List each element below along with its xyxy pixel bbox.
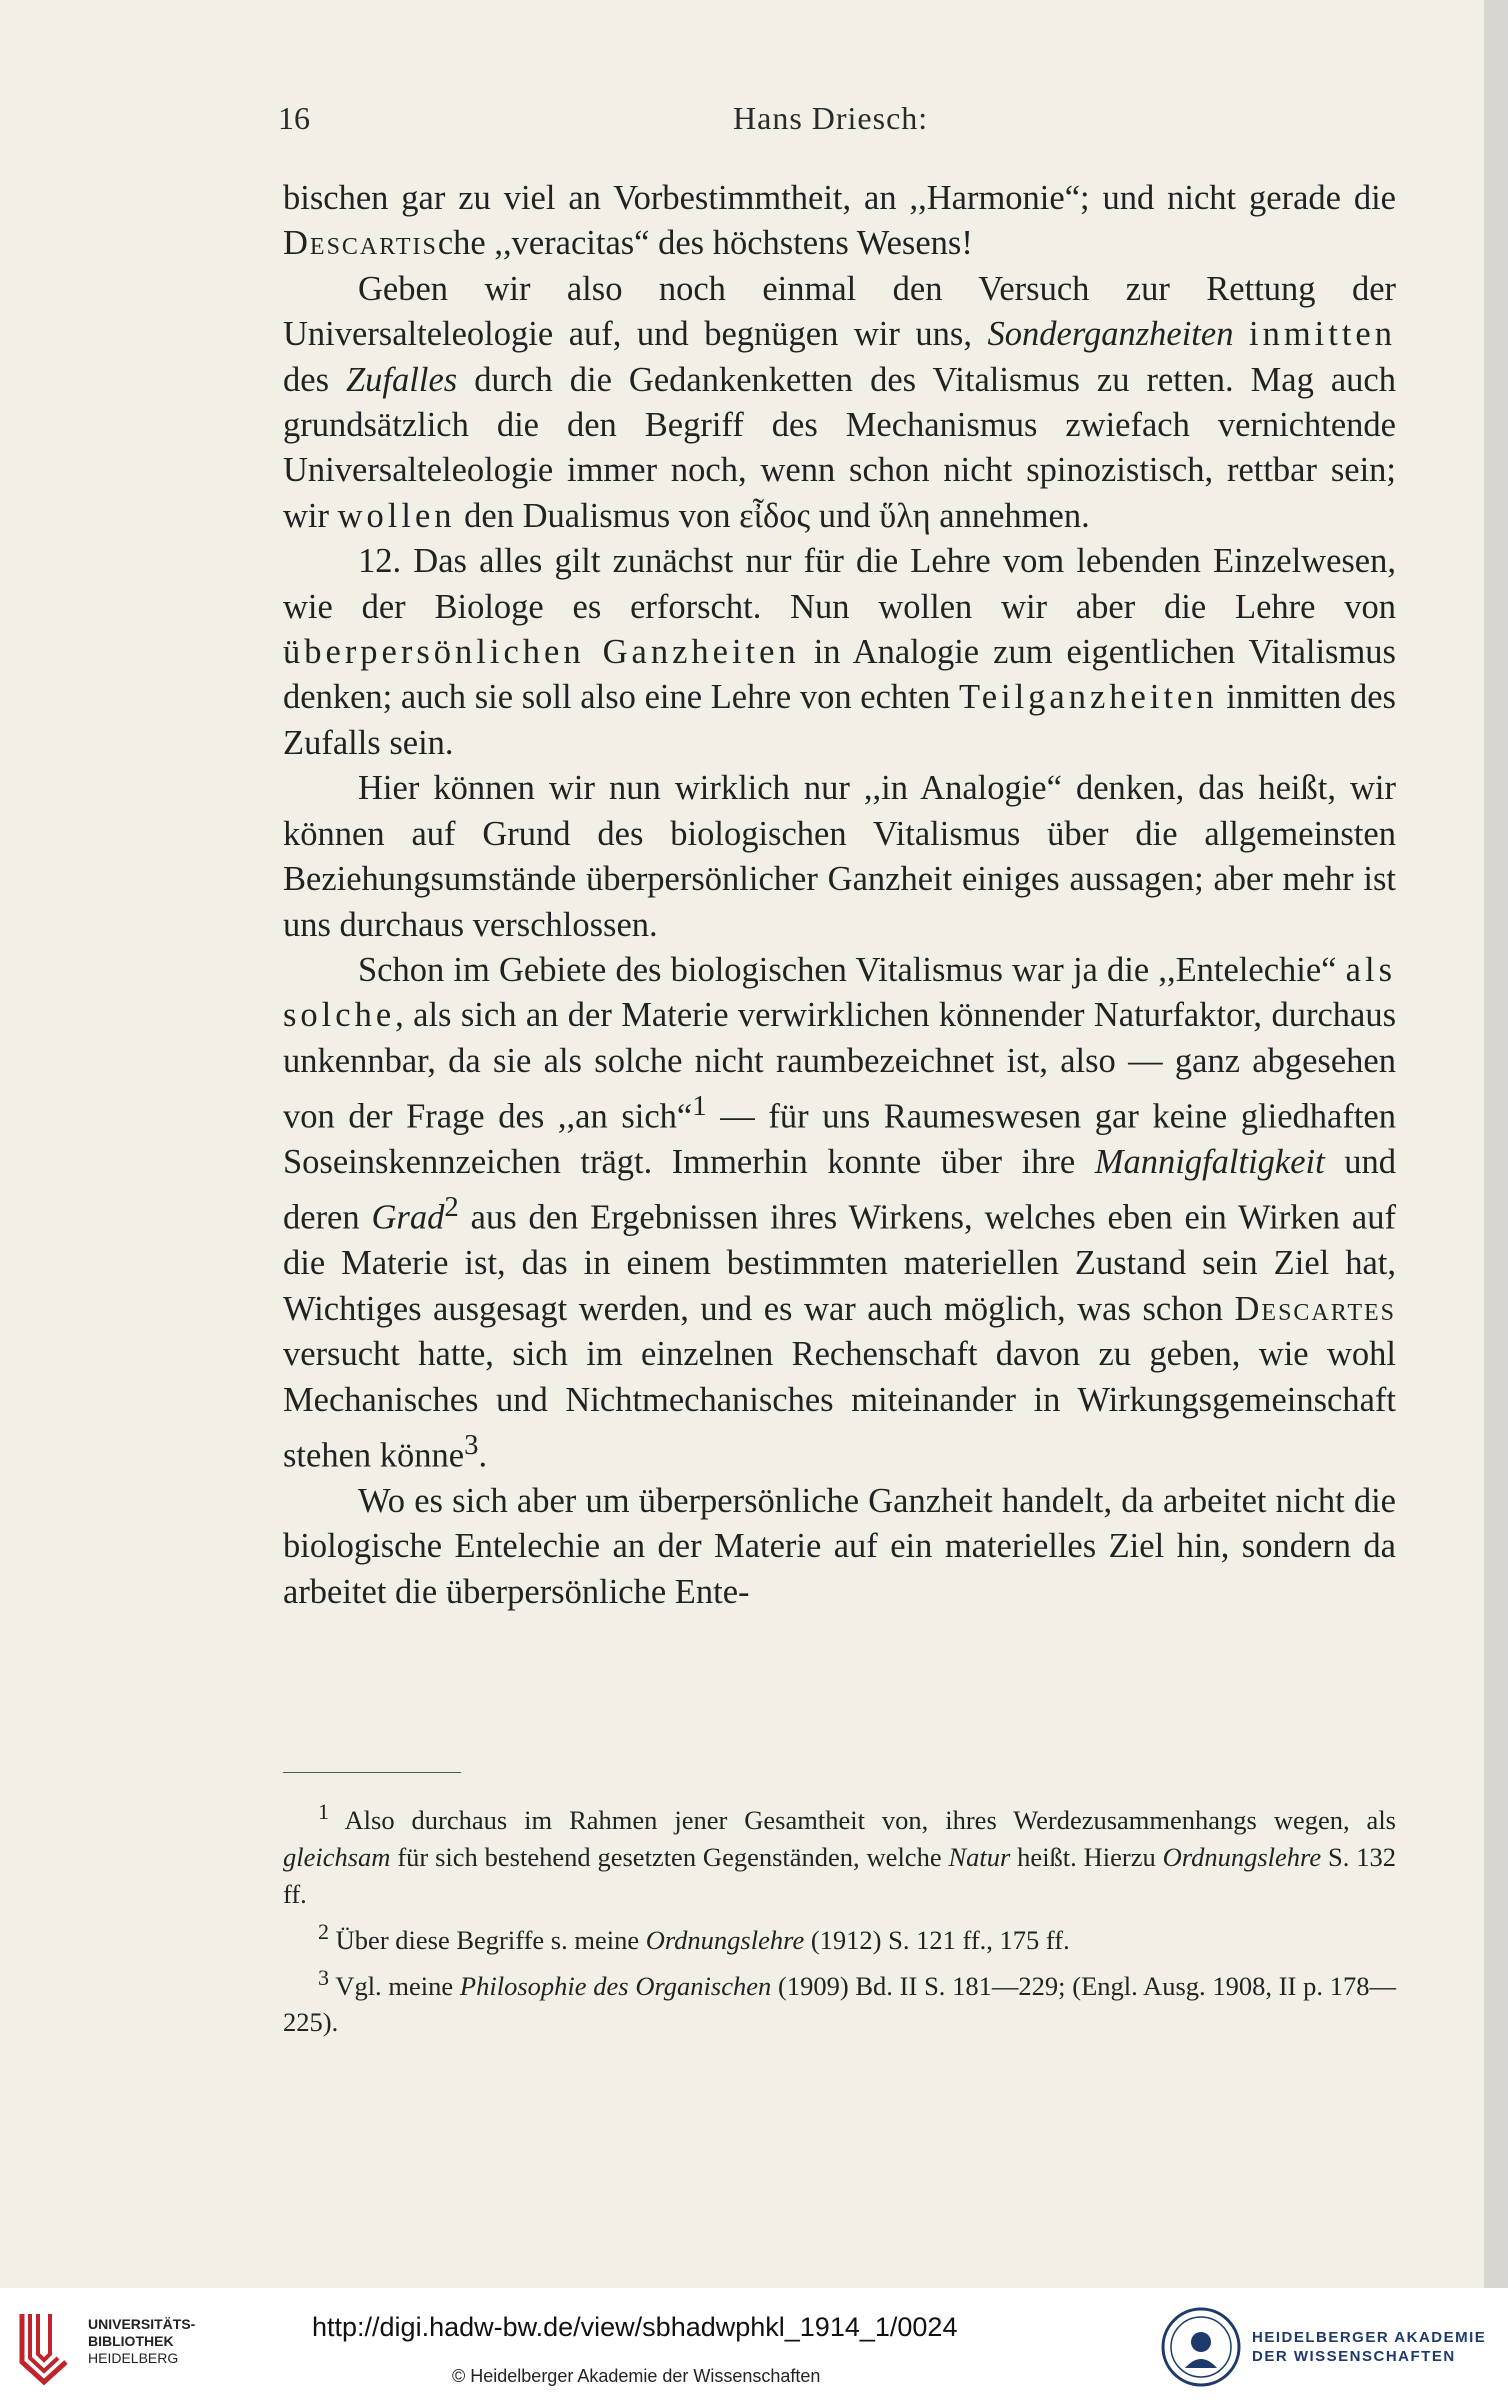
footnote: [283, 1913, 1396, 1959]
text-run: Ordnungslehre: [645, 1924, 805, 1955]
paragraph: [283, 267, 1396, 539]
library-name: [88, 2316, 195, 2367]
text-run: Sonderganzheiten: [987, 315, 1234, 354]
text-run: Ordnungslehre: [1162, 1841, 1322, 1872]
footnote: [283, 1793, 1396, 1913]
text-run: bischen gar zu viel an Vorbestimmtheit, an ,,Harmonie“; und nicht gerade die: [283, 179, 1396, 217]
footnote-marker: 1: [318, 1799, 330, 1824]
text-run: heißt. Hierzu: [1010, 1841, 1163, 1872]
running-header: [278, 100, 1391, 150]
text-run: Mannigfaltigkeit: [1094, 1143, 1325, 1182]
footnote-marker: 3: [464, 1428, 479, 1461]
text-run: und deren: [283, 1143, 1396, 1237]
text-run: — für uns Raumeswesen gar keine gliedhaften Soseinskennzeichen trägt. Immerhin konnte über ihre: [283, 1097, 1396, 1182]
text-run: (1909) Bd. II S. 181—229; (Engl. Ausg. 1908, II p. 178—225).: [283, 1970, 1396, 2038]
text-run: Descartis: [283, 224, 438, 263]
footnote-marker: 3: [318, 1964, 330, 1990]
text-run: Grad: [371, 1198, 445, 1237]
text-run: Über diese Begriffe s. meine: [329, 1924, 646, 1955]
paragraph: [283, 1479, 1396, 1615]
running-head-author: Hans Driesch:: [733, 100, 929, 136]
footnote-marker: 2: [444, 1191, 459, 1224]
text-run: Schon im Gebiete des biologischen Vitalismus war ja die ,,Entelechie“: [358, 950, 1346, 989]
footnote-marker: 1: [692, 1090, 707, 1123]
text-run: inmitten des Zufalls sein.: [283, 678, 1396, 762]
text-run: inmitten: [1249, 315, 1396, 354]
text-run: Natur: [948, 1841, 1011, 1872]
footnote-marker: 2: [318, 1918, 330, 1944]
academy-name: [1252, 2328, 1486, 2366]
text-run: durch die Gedankenketten des Vitalismus zu retten. Mag auch grundsätzlich die den Begriff des Mechanismus zwiefach vernichtende Universalteleologie immer noch, wenn schon nicht spinozistisch, rettbar sein; wir: [283, 360, 1396, 535]
paragraph: [283, 176, 1396, 267]
footnotes: [283, 1793, 1396, 2041]
footnote-separator: [283, 1772, 461, 1773]
text-run: Vgl. meine: [329, 1970, 460, 2001]
library-logo-icon: [14, 2310, 76, 2386]
text-run: , als sich an der Materie verwirklichen könnender Naturfaktor, durchaus unkennbar, da sie als solche nicht raumbezeichnet ist, also — ganz abgesehen von der Frage des ,,an sich“: [283, 996, 1396, 1136]
viewer-footer: [0, 2288, 1508, 2408]
body-text: [283, 176, 1396, 1615]
footnote: [283, 1959, 1396, 2042]
text-run: S. 132 ff.: [283, 1841, 1396, 1909]
text-run: Teilganzheiten: [959, 678, 1218, 717]
academy-name-line: DER WISSENSCHAFTEN: [1252, 2348, 1456, 2365]
library-name-line: UNIVERSITÄTS-: [88, 2316, 196, 2332]
text-run: Zufalles: [346, 360, 458, 399]
text-run: (1912) S. 121 ff., 175 ff.: [804, 1924, 1070, 1955]
copyright-notice: © Heidelberger Akademie der Wissenschaften: [452, 2366, 821, 2386]
academy-name-line: HEIDELBERGER AKADEMIE: [1252, 2329, 1487, 2346]
text-run: in Analogie zum eigentlichen Vitalismus denken; auch sie soll also eine Lehre von echten: [283, 633, 1396, 717]
page-edge: [1484, 0, 1508, 2288]
text-run: für sich bestehend gesetzten Gegenständen, welche: [390, 1841, 949, 1872]
text-run: als solche: [283, 950, 1396, 1035]
text-run: Wo es sich aber um überpersönliche Ganzheit handelt, da arbeitet nicht die biologische Entelechie an der Materie auf ein materielles Ziel hin, sondern da arbeitet die überpersönliche Ente-: [283, 1481, 1396, 1611]
text-run: aus den Ergebnissen ihres Wirkens, welches eben ein Wirken auf die Materie ist, das in einem bestimmten materiellen Zustand sein Ziel hat, Wichtiges ausgesagt werden, und es war auch möglich, was schon: [283, 1198, 1396, 1328]
page-number: 16: [278, 100, 310, 136]
text-run: [1233, 315, 1249, 353]
text-run: 12. Das alles gilt zunächst nur für die Lehre vom lebenden Einzelwesen, wie der Biologe es erforscht. Nun wollen wir aber die Lehre von: [283, 542, 1396, 626]
text-run: Geben wir also noch einmal den Versuch zur Rettung der Universalteleologie auf, und begnügen wir uns,: [283, 269, 1396, 354]
paragraph: [283, 539, 1396, 766]
library-name-line: BIBLIOTHEK: [88, 2333, 174, 2349]
text-run: .: [478, 1436, 488, 1475]
paragraph: [283, 766, 1396, 948]
text-run: den Dualismus von εἶδος und ὕλη annehmen.: [455, 496, 1090, 535]
paragraph: [283, 948, 1396, 1479]
text-run: Also durchaus im Rahmen jener Gesamtheit von, ihres Werdezusammenhangs wegen, als: [329, 1804, 1396, 1835]
text-run: gleichsam: [283, 1841, 391, 1872]
text-run: Philosophie des Organischen: [459, 1970, 772, 2001]
text-run: überpersönlichen Ganzheiten: [283, 633, 800, 672]
text-run: che ,,veracitas“ des höchstens Wesens!: [437, 224, 973, 263]
text-run: Descartes: [1234, 1289, 1396, 1328]
library-name-line: HEIDELBERG: [88, 2350, 179, 2366]
text-run: des: [283, 360, 346, 399]
text-run: wollen: [337, 496, 456, 535]
text-run: Hier können wir nun wirklich nur ,,in Analogie“ denken, das heißt, wir können auf Grund des biologischen Vitalismus über die allgemeinsten Beziehungsumstände überpersönlicher Ganzheit einiges aussagen; aber mehr ist uns durchaus verschlossen.: [283, 769, 1396, 944]
text-run: versucht hatte, sich im einzelnen Rechenschaft davon zu geben, wie wohl Mechanisches und Nichtmechanisches miteinander in Wirkungsgemeinschaft stehen könne: [283, 1335, 1396, 1475]
academy-seal-icon: [1160, 2306, 1242, 2388]
permalink-url[interactable]: http://digi.hadw-bw.de/view/sbhadwphkl_1914_1/0024: [312, 2312, 958, 2342]
